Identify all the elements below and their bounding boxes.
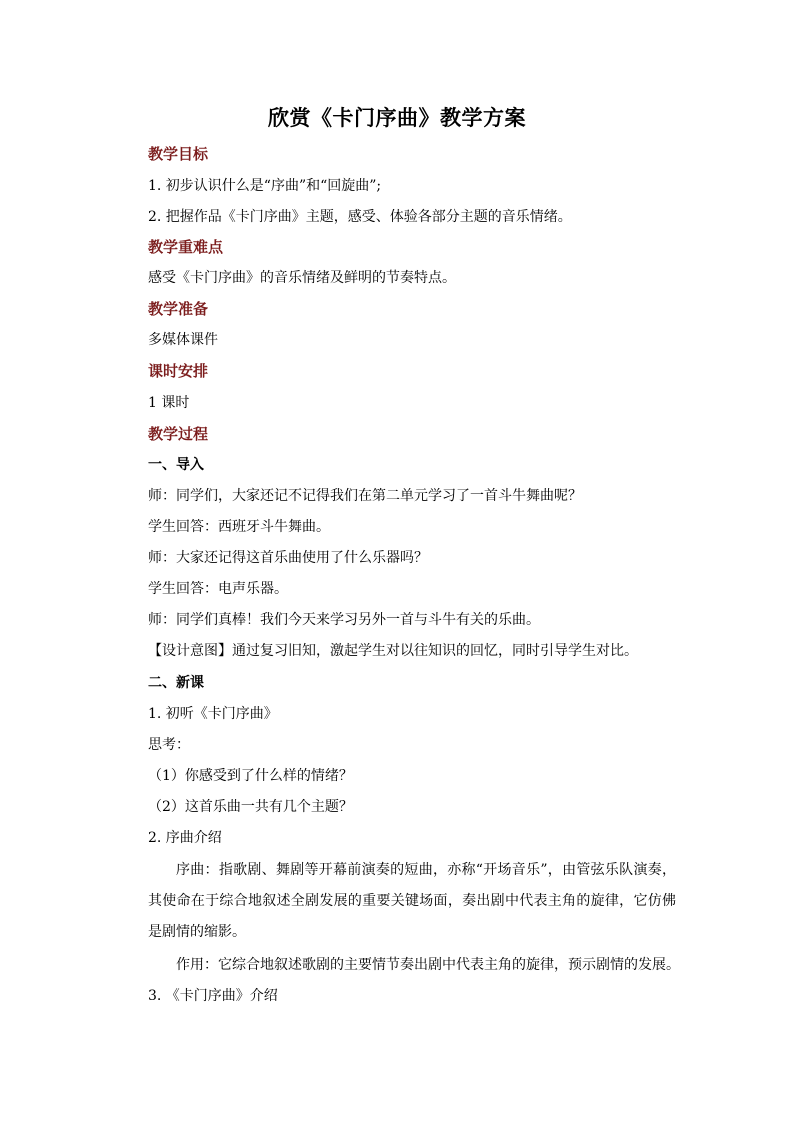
document-title: 欣赏《卡门序曲》教学方案 <box>268 105 526 130</box>
preparation-text: 多媒体课件 <box>148 332 218 348</box>
key-points-text: 感受《卡门序曲》的音乐情绪及鲜明的节奏特点。 <box>148 270 456 286</box>
heading-schedule: 课时安排 <box>148 362 209 380</box>
part1-heading: 一、导入 <box>148 457 204 473</box>
part1-line-2: 学生回答：西班牙斗牛舞曲。 <box>148 519 330 535</box>
schedule-text: 1 课时 <box>148 395 190 411</box>
design-intent: 【设计意图】通过复习旧知，激起学生对以往知识的回忆，同时引导学生对比。 <box>148 643 638 659</box>
part1-line-5: 师：同学们真棒！我们今天来学习另外一首与斗牛有关的乐曲。 <box>148 612 540 628</box>
goal-item-2: 2. 把握作品《卡门序曲》主题，感受、体验各部分主题的音乐情绪。 <box>148 209 572 225</box>
overture-paragraph: 序曲：指歌剧、舞剧等开幕前演奏的短曲，亦称“开场音乐”，由管弦乐队演奏，其使命在于综合地叙述全剧发展的重要关键场面，奏出剧中代表主角的旋律，它仿佛是剧情的缩影。 <box>148 862 676 940</box>
part1-line-1: 师：同学们，大家还记不记得我们在第二单元学习了一首斗牛舞曲呢？ <box>148 488 582 504</box>
part2-heading: 二、新课 <box>148 675 204 691</box>
function-text: 作用：它综合地叙述歌剧的主要情节奏出剧中代表主角的旋律，预示剧情的发展。 <box>176 957 680 973</box>
question-2: （2）这首乐曲一共有几个主题？ <box>148 799 353 815</box>
heading-key-points: 教学重难点 <box>148 238 224 256</box>
heading-preparation: 教学准备 <box>148 300 209 318</box>
part1-line-4: 学生回答：电声乐器。 <box>148 581 288 597</box>
question-1: （1）你感受到了什么样的情绪？ <box>148 768 353 784</box>
heading-goals: 教学目标 <box>148 145 209 163</box>
part1-line-3: 师：大家还记得这首乐曲使用了什么乐器吗？ <box>148 550 428 566</box>
goal-item-1: 1. 初步认识什么是“序曲”和“回旋曲”; <box>148 178 382 194</box>
step-3: 3. 《卡门序曲》介绍 <box>148 988 278 1004</box>
think-label: 思考： <box>148 737 190 753</box>
heading-process: 教学过程 <box>148 425 209 443</box>
step-1: 1. 初听《卡门序曲》 <box>148 706 278 722</box>
step-2: 2. 序曲介绍 <box>148 830 222 846</box>
